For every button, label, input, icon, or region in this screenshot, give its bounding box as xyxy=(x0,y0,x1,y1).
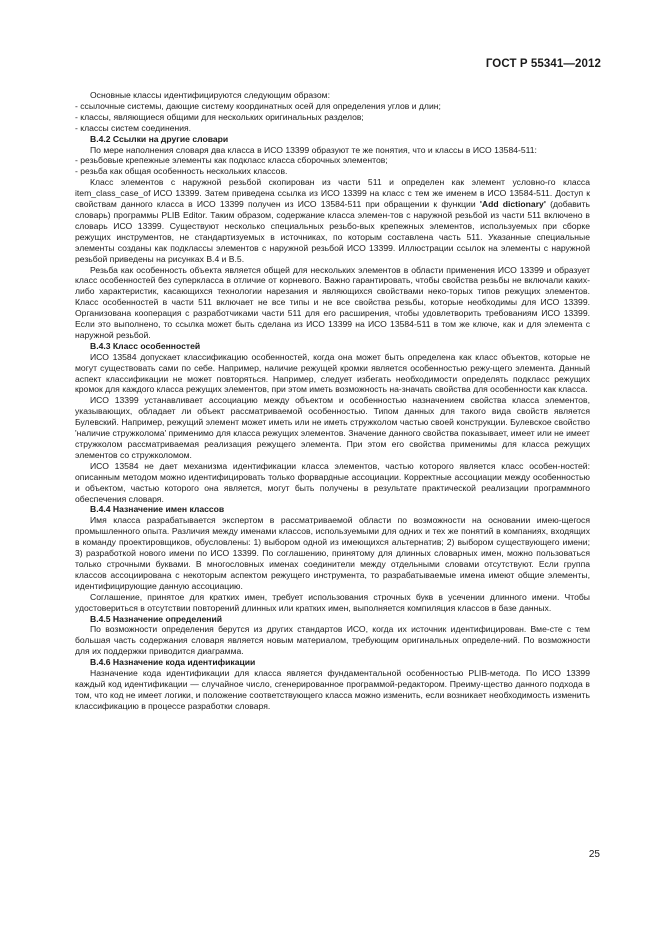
section-heading: В.4.4 Назначение имен классов xyxy=(90,504,225,515)
section-heading: В.4.3 Класс особенностей xyxy=(90,340,201,351)
paragraph: ИСО 13399 устанавливает ассоциацию между объектом и особенностью назначением свойства класса элементов, указывающих, обладает ли объект рассматриваемой особенностью. Типом данных для такого вида свойств является Булевский. Например, режущий элемент может иметь или не иметь стружколом частью своей конструкции. Булевское свойство 'наличие стружколома' применимо для класса режущих элементов. Значение данного свойства показывает, имеет или не имеет стружколом рассматриваемая реализация режущего элемента. При этом его свойства применимы для класса режущих элементов со стружколомом. xyxy=(75,395,590,460)
paragraph: ИСО 13584 не дает механизма идентификации класса элементов, частью которого является класс особен-ностей: описанным методом можно идентифицировать только форвардные ассоциации. Корректные ассоциации между особенностью и объектом, частью которого она является, могут быть получены в результате практической реализации программного обеспечения словаря. xyxy=(75,460,590,504)
function-name: 'Add dictionary' xyxy=(479,199,546,210)
paragraph xyxy=(75,177,590,264)
paragraph: По мере наполнения словаря два класса в ИСО 13399 образуют те же понятия, что и классы в ИСО 13584-511: xyxy=(90,144,537,155)
standard-header: ГОСТ Р 55341—2012 xyxy=(485,58,601,70)
section-heading: В.4.2 Ссылки на другие словари xyxy=(90,133,229,144)
text-run: Класс элементов с наружной резьбой скопирован из части 511 и определен как элемент условно-го класса item_class_case_of ИСО 13399. Затем приведена ссылка из ИСО 13399 на класс с тем же именем в ИСО 13584-511. Доступ к свойствам данного класса в ИСО 13399 получен из ИСО 13584-511 при обращении к функции xyxy=(75,177,590,210)
section-heading: В.4.6 Назначение кода идентификации xyxy=(90,657,256,668)
paragraph: По возможности определения берутся из других стандартов ИСО, когда их источник идентифицирован. Вме-сте с тем большая часть содержания словаря является новым материалом, требующим оригинальных определе-ний. По возможности для их поддержки приводится диаграмма. xyxy=(75,624,590,657)
list-item: - резьбовые крепежные элементы как подкласс класса сборочных элементов; xyxy=(75,155,388,166)
paragraph: Назначение кода идентификации для класса является фундаментальной особенностью PLIB-метода. По ИСО 13399 каждый код идентификации — случайное число, сгенерированное программой-редактором. Преиму-щество данного подхода в том, что код не имеет логики, и положение соответствующего класса можно изменить, если возникает необходимость изменить классификацию в процессе разработки словаря. xyxy=(75,668,590,711)
paragraph: Резьба как особенность объекта является общей для нескольких элементов в области применения ИСО 13399 и образует класс особенностей без суперкласса в отличие от корневого. Важно гарантировать, чтобы свойства резьбы не включали каких-либо характеристик, касающихся технологии нарезания и являющихся свойствами неко-торых типов режущих элементов. Класс особенностей в части 511 включает не все типы и не все свойства резьбы, которые необходимы для ИСО 13399. Организована кооперация с разработчиками части 511 для его расширения, чтобы удовлетворить требованиям ИСО 13399. Если это выполнено, то ссылка может быть сделана из ИСО 13399 на ИСО 13584-511 в том же ключе, как и для элемента с наружной резьбой. xyxy=(75,264,590,340)
text-run: (добавить словарь) программы PLIB Editor. Таким образом, содержание класса элемен-тов с наружной резьбой из части 511 включено в словарь ИСО 13399. Существуют несколько специальных резьбо-вых крепежных элементов, используемых при сборке режущих инструментов, не стандартизуемых в источниках, по которым составлена часть 511. Указанные специальные элементы созданы как подклассы элементов с наружной резьбой ИСО 13399. Иллюстрации ссылок на элементы с наружной резьбой приведены на рисунках В.4 и В.5. xyxy=(75,199,591,264)
page-number: 25 xyxy=(588,849,600,860)
section-heading: В.4.5 Назначение определений xyxy=(90,613,223,624)
list-item: - ссылочные системы, дающие систему координатных осей для определения углов и длин; xyxy=(75,100,441,111)
intro-paragraph: Основные классы идентифицируются следующим образом: xyxy=(90,90,330,100)
paragraph: ИСО 13584 допускает классификацию особенностей, когда она может быть определена как класс объектов, которые не могут существовать сами по себе. Например, наличие режущей кромки является особенностью режу-щего элемента. Данный аспект классификации не может повторяться. Например, следует избегать необходимости определять подкласс режущих кромок для каждого класса режущих элементов, при этом иметь возможность на-значать свойства для особенности как класса. xyxy=(75,351,590,395)
paragraph: Имя класса разрабатывается экспертом в рассматриваемой области по возможности на основании имею-щегося промышленного опыта. Различия между именами классов, используемыми для одних и тех же понятий в компаниях, входящих в команду проектировщиков, обусловлены: 1) выбором одной из имеющихся альтернатив; 2) выбором существующего имени; 3) разработкой нового имени по ИСО 13399. По соглашению, принятому для длинных словарных имен, можно пользоваться только строчными буквами. В многословных именах соединители между отдельными словами отсутствуют. Если группа классов ассоциирована с некоторым аспектом режущего инструмента, то разрабатываемые имена имеют общие элементы, идентифицирующие данную ассоциацию. xyxy=(75,515,590,591)
list-item: - классы, являющиеся общими для нескольких оригинальных разделов; xyxy=(75,111,364,122)
document-body xyxy=(75,90,590,712)
paragraph: Соглашение, принятое для кратких имен, требует использования строчных букв в усечении длинного имени. Чтобы удостовериться в отсутствии повторений длинных или кратких имен, выполняется компиляция классов в базе данных. xyxy=(75,591,590,613)
list-item: - классы систем соединения. xyxy=(75,122,192,133)
list-item: - резьба как общая особенность нескольких классов. xyxy=(75,166,288,177)
